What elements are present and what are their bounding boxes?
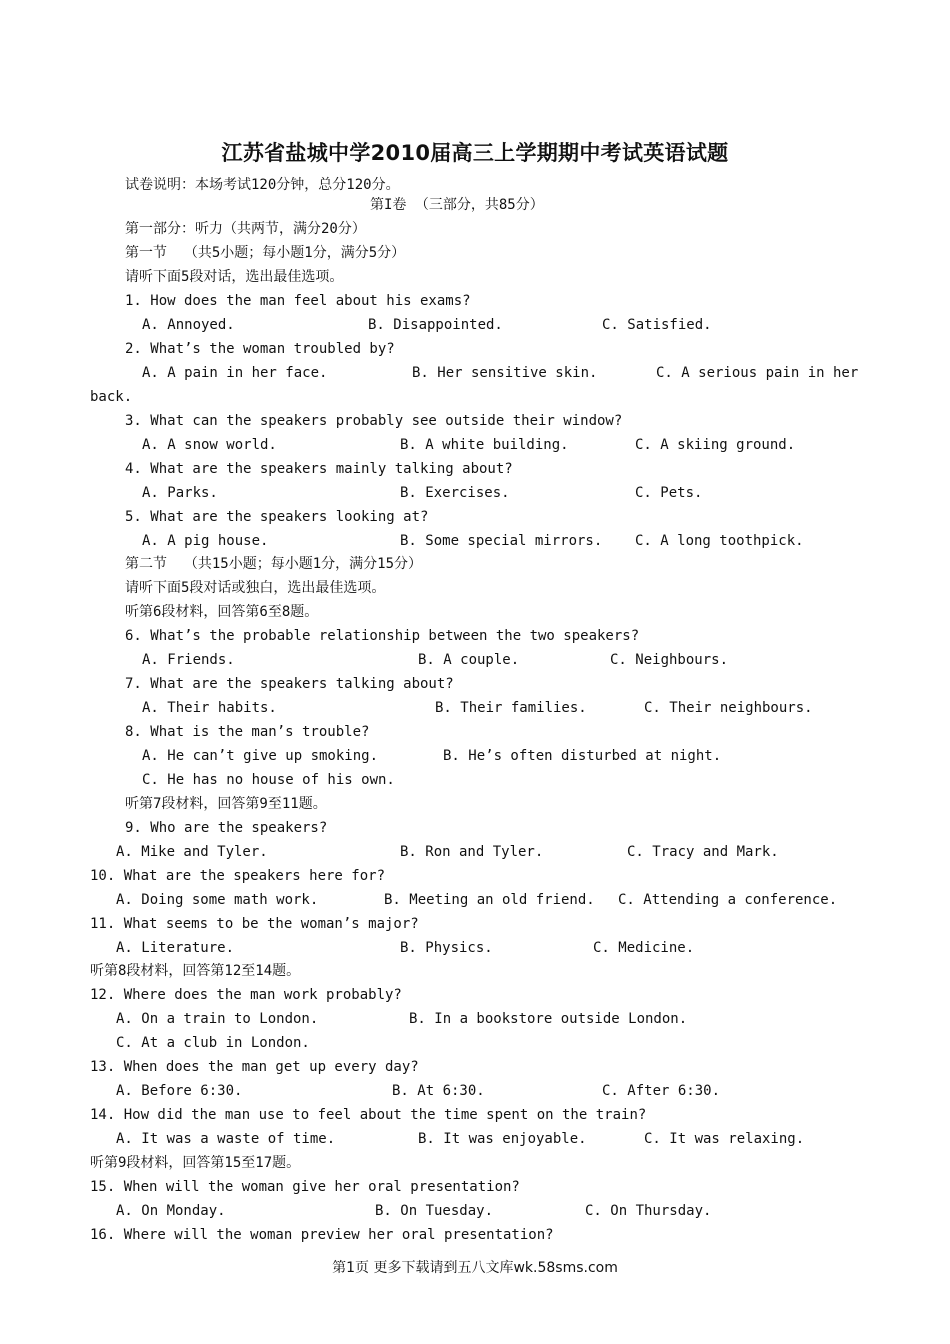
answer-option: B. Some special mirrors.	[400, 533, 603, 549]
answer-option: C. On Thursday.	[585, 1203, 712, 1219]
answer-option: B. Her sensitive skin.	[412, 365, 598, 381]
answer-option: A. On Monday.	[116, 1203, 226, 1219]
answer-option: C. He has no house of his own.	[142, 772, 395, 788]
question-stem: 8. What is the man’s trouble?	[125, 724, 370, 740]
section-instruction: 请听下面5段对话或独白，选出最佳选项。	[125, 580, 386, 596]
answer-option: B. A couple.	[418, 652, 520, 668]
section-instruction: 请听下面5段对话，选出最佳选项。	[125, 269, 344, 285]
answer-option: B. Their families.	[435, 700, 587, 716]
question-stem: 11. What seems to be the woman’s major?	[90, 916, 419, 932]
answer-option: A. Doing some math work.	[116, 892, 319, 908]
answer-option: C. Their neighbours.	[644, 700, 813, 716]
answer-option: A. On a train to London.	[116, 1011, 319, 1027]
answer-option-continuation: back.	[90, 389, 133, 405]
question-stem: 14. How did the man use to feel about the time spent on the train?	[90, 1107, 647, 1123]
answer-option: A. Their habits.	[142, 700, 277, 716]
answer-option: B. At 6:30.	[392, 1083, 485, 1099]
question-stem: 13. When does the man get up every day?	[90, 1059, 419, 1075]
question-stem: 10. What are the speakers here for?	[90, 868, 386, 884]
answer-option: A. A pig house.	[142, 533, 269, 549]
section-heading: 第一节 （共5小题；每小题1分，满分5分）	[125, 245, 406, 261]
answer-option: C. Tracy and Mark.	[627, 844, 779, 860]
answer-option: A. Literature.	[116, 940, 235, 956]
question-stem: 1. How does the man feel about his exams?	[125, 293, 471, 309]
answer-option: B. A white building.	[400, 437, 569, 453]
answer-option: A. A pain in her face.	[142, 365, 328, 381]
answer-option: C. Medicine.	[593, 940, 695, 956]
answer-option: B. Disappointed.	[368, 317, 503, 333]
page-footer: 第1页 更多下载请到五八文库wk.58sms.com	[332, 1260, 618, 1276]
answer-option: C. It was relaxing.	[644, 1131, 805, 1147]
question-stem: 15. When will the woman give her oral presentation?	[90, 1179, 520, 1195]
question-stem: 3. What can the speakers probably see outside their window?	[125, 413, 623, 429]
answer-option: B. It was enjoyable.	[418, 1131, 587, 1147]
answer-option: A. A snow world.	[142, 437, 277, 453]
question-stem: 12. Where does the man work probably?	[90, 987, 402, 1003]
answer-option: C. A long toothpick.	[635, 533, 804, 549]
volume-heading: 第I卷 （三部分，共85分）	[370, 197, 544, 213]
answer-option: B. On Tuesday.	[375, 1203, 494, 1219]
answer-option: B. Ron and Tyler.	[400, 844, 544, 860]
answer-option: B. He’s often disturbed at night.	[443, 748, 722, 764]
question-stem: 5. What are the speakers looking at?	[125, 509, 429, 525]
question-stem: 9. Who are the speakers?	[125, 820, 328, 836]
answer-option: A. He can’t give up smoking.	[142, 748, 379, 764]
question-stem: 4. What are the speakers mainly talking about?	[125, 461, 513, 477]
answer-option: C. A serious pain in her	[656, 365, 859, 381]
answer-option: C. Satisfied.	[602, 317, 712, 333]
material-instruction: 听第7段材料，回答第9至11题。	[125, 796, 327, 812]
answer-option: A. Friends.	[142, 652, 235, 668]
part-heading: 第一部分：听力（共两节，满分20分）	[125, 221, 366, 237]
material-instruction: 听第9段材料，回答第15至17题。	[90, 1155, 301, 1171]
answer-option: B. In a bookstore outside London.	[409, 1011, 688, 1027]
material-instruction: 听第8段材料，回答第12至14题。	[90, 963, 301, 979]
exam-instructions: 试卷说明：本场考试120分钟，总分120分。	[125, 177, 400, 193]
answer-option: B. Exercises.	[400, 485, 510, 501]
answer-option: C. Neighbours.	[610, 652, 729, 668]
answer-option: A. It was a waste of time.	[116, 1131, 336, 1147]
answer-option: C. Pets.	[635, 485, 703, 501]
section-heading: 第二节 （共15小题；每小题1分，满分15分）	[125, 556, 422, 572]
answer-option: C. A skiing ground.	[635, 437, 796, 453]
question-stem: 16. Where will the woman preview her oral presentation?	[90, 1227, 554, 1243]
answer-option: B. Meeting an old friend.	[384, 892, 595, 908]
question-stem: 2. What’s the woman troubled by?	[125, 341, 395, 357]
page-title: 江苏省盐城中学2010届高三上学期期中考试英语试题	[221, 141, 729, 165]
answer-option: C. After 6:30.	[602, 1083, 721, 1099]
question-stem: 6. What’s the probable relationship between the two speakers?	[125, 628, 640, 644]
answer-option: B. Physics.	[400, 940, 493, 956]
answer-option: A. Before 6:30.	[116, 1083, 243, 1099]
answer-option: A. Mike and Tyler.	[116, 844, 268, 860]
answer-option: A. Parks.	[142, 485, 218, 501]
answer-option: C. At a club in London.	[116, 1035, 310, 1051]
answer-option: A. Annoyed.	[142, 317, 235, 333]
answer-option: C. Attending a conference.	[618, 892, 838, 908]
question-stem: 7. What are the speakers talking about?	[125, 676, 454, 692]
material-instruction: 听第6段材料，回答第6至8题。	[125, 604, 319, 620]
